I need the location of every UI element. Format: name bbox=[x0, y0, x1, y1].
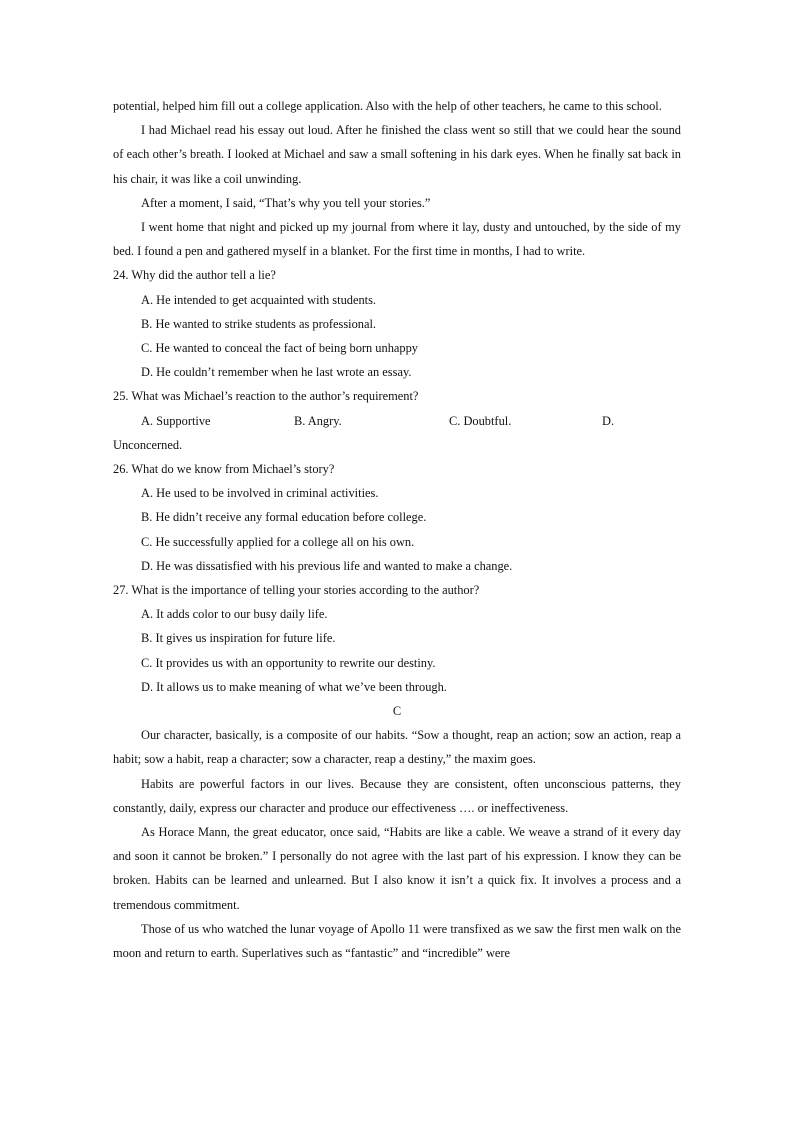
passage-paragraph: After a moment, I said, “That’s why you tell your stories.” bbox=[141, 195, 431, 210]
passage-paragraph: Our character, basically, is a composite of our habits. “Sow a thought, reap an action; sow an action, reap a habit; sow a habit, reap a character; sow a character, reap a destiny,” the maxim goes. bbox=[113, 728, 681, 767]
question-26-option-b: B. He didn’t receive any formal education before college. bbox=[141, 510, 427, 525]
passage-paragraph: Habits are powerful factors in our lives. Because they are consistent, often unconscious patterns, they constantly, daily, express our character and produce our effectiveness …. or ineffectiveness. bbox=[113, 776, 681, 815]
question-25-option-c: C. Doubtful. bbox=[449, 413, 512, 428]
passage-paragraph: I went home that night and picked up my journal from where it lay, dusty and untouched, by the side of my bed. I found a pen and gathered myself in a blanket. For the first time in months, I had to write. bbox=[113, 220, 681, 259]
question-26-stem: 26. What do we know from Michael’s story? bbox=[113, 462, 335, 477]
question-24-option-b: B. He wanted to strike students as professional. bbox=[141, 316, 377, 331]
question-27-option-c: C. It provides us with an opportunity to rewrite our destiny. bbox=[141, 655, 436, 670]
question-27-option-b: B. It gives us inspiration for future life. bbox=[141, 631, 336, 646]
question-25-options-row bbox=[113, 409, 681, 433]
question-25-option-d-wrap: Unconcerned. bbox=[113, 437, 183, 452]
section-c-heading: C bbox=[392, 704, 402, 719]
question-25-stem: 25. What was Michael’s reaction to the author’s requirement? bbox=[113, 389, 419, 404]
question-25-option-b: B. Angry. bbox=[294, 413, 342, 428]
question-24-option-d: D. He couldn’t remember when he last wrote an essay. bbox=[141, 365, 412, 380]
question-27-option-a: A. It adds color to our busy daily life. bbox=[141, 607, 328, 622]
question-24-option-c: C. He wanted to conceal the fact of being born unhappy bbox=[141, 341, 418, 356]
question-25-option-a: A. Supportive bbox=[141, 413, 211, 428]
passage-paragraph: As Horace Mann, the great educator, once said, “Habits are like a cable. We weave a strand of it every day and soon it cannot be broken.” I personally do not agree with the last part of his expression. I know they can be broken. Habits can be learned and unlearned. But I also know it isn’t a quick fix. It involves a process and a tremendous commitment. bbox=[113, 825, 681, 912]
question-27-option-d: D. It allows us to make meaning of what we’ve been through. bbox=[141, 679, 447, 694]
question-26-option-a: A. He used to be involved in criminal activities. bbox=[141, 486, 379, 501]
passage-paragraph: Those of us who watched the lunar voyage of Apollo 11 were transfixed as we saw the first men walk on the moon and return to earth. Superlatives such as “fantastic” and “incredible” were bbox=[113, 921, 681, 961]
question-24-stem: 24. Why did the author tell a lie? bbox=[113, 268, 276, 283]
question-26-option-d: D. He was dissatisfied with his previous life and wanted to make a change. bbox=[141, 558, 513, 573]
question-26-option-c: C. He successfully applied for a college all on his own. bbox=[141, 534, 415, 549]
passage-paragraph: potential, helped him fill out a college application. Also with the help of other teachers, he came to this school. bbox=[113, 99, 662, 113]
question-27-stem: 27. What is the importance of telling your stories according to the author? bbox=[113, 583, 480, 598]
passage-paragraph: I had Michael read his essay out loud. After he finished the class went so still that we could hear the sound of each other’s breath. I looked at Michael and saw a small softening in his dark eyes. When he finally sat back in his chair, it was like a coil unwinding. bbox=[113, 123, 681, 186]
question-24-option-a: A. He intended to get acquainted with students. bbox=[141, 292, 377, 307]
exam-page bbox=[113, 94, 681, 965]
question-25-option-d: D. bbox=[602, 413, 615, 428]
